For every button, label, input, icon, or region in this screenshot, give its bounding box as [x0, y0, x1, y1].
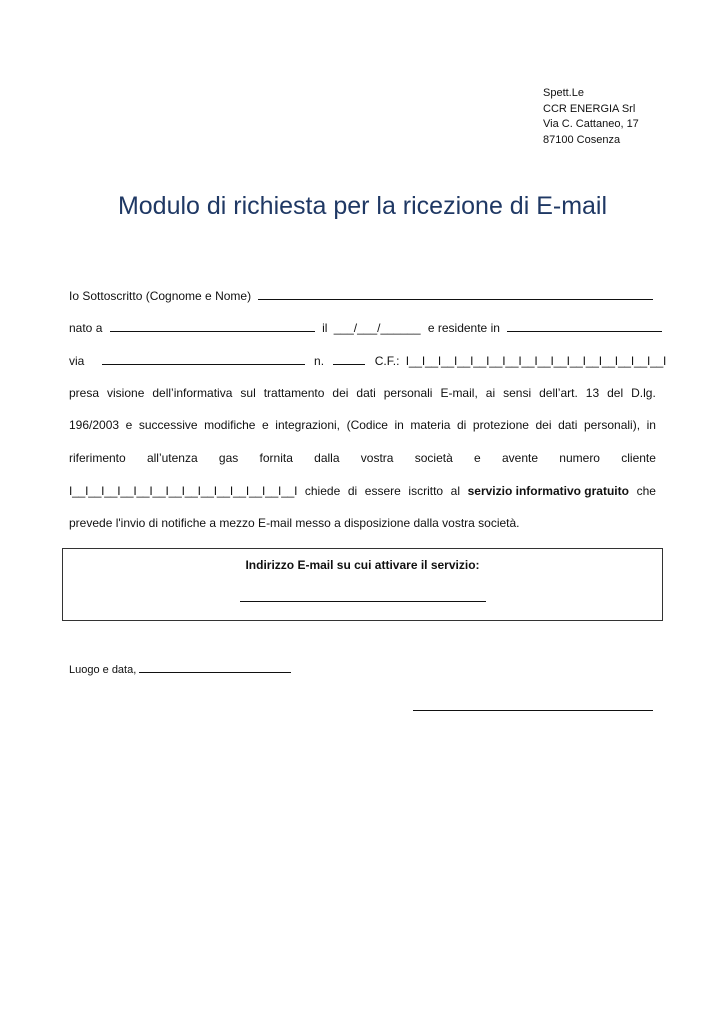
body-line-2-word: protezione	[472, 418, 529, 432]
body-line-2-word: integrazioni,	[275, 418, 341, 432]
body-line-1-word: dell’art.	[539, 386, 578, 400]
body-text-line-2	[69, 418, 656, 432]
email-address-box	[62, 548, 663, 621]
document-title: Modulo di richiesta per la ricezione di E-mail	[117, 192, 608, 220]
body-line-3-word: riferimento	[69, 451, 126, 465]
body-line-2-word: e	[262, 418, 269, 432]
recipient-street: Via C. Cattaneo, 17	[543, 118, 639, 130]
place-date-line	[69, 662, 291, 676]
body-line-3-word: all’utenza	[146, 451, 198, 465]
body-line-3-word: e	[474, 451, 481, 465]
body-line-1-word: ai	[485, 386, 496, 400]
recipient-company: CCR ENERGIA Srl	[543, 102, 636, 115]
body-line-4-word: che	[636, 484, 656, 498]
body-line-1-word: dei	[332, 386, 349, 400]
customer-number-field[interactable]: I__I__I__I__I__I__I__I__I__I__I__I__I__I__I	[69, 484, 298, 498]
body-line-1-word: dell’informativa	[152, 386, 233, 400]
residence-label: e residente in	[427, 321, 500, 335]
body-line-1-word: E-mail,	[440, 386, 478, 400]
street-field[interactable]	[102, 353, 305, 365]
number-label: n.	[314, 354, 325, 368]
date-label: il	[322, 321, 328, 335]
signature-field[interactable]	[413, 710, 653, 711]
body-line-4-word: di	[347, 484, 358, 498]
body-line-2-word: (Codice	[346, 418, 388, 432]
body-line-2-word: e	[125, 418, 133, 432]
body-line-2-word: dati	[558, 418, 578, 432]
service-name: servizio informativo gratuito	[467, 484, 629, 498]
body-text-line-3	[69, 451, 656, 465]
birth-line	[69, 320, 656, 335]
body-line-2-word: dei	[535, 418, 552, 432]
body-line-1-word: sensi	[503, 386, 532, 400]
body-text-line-5: prevede l'invio di notifiche a mezzo E-mail messo a disposizione dalla vostra società.	[69, 516, 520, 530]
email-address-field[interactable]	[240, 601, 486, 602]
body-line-4-word: chiede	[304, 484, 341, 498]
name-field[interactable]	[258, 288, 653, 300]
recipient-city: 87100 Cosenza	[543, 133, 621, 146]
body-line-1-word: 13	[585, 386, 600, 400]
body-line-1-word: personali	[383, 386, 433, 400]
body-line-3-word: società	[414, 451, 453, 465]
body-text-line-4	[69, 484, 656, 498]
body-line-2-word: in	[394, 418, 404, 432]
email-box-title: Indirizzo E-mail su cui attivare il servizio:	[245, 558, 480, 572]
body-line-4-word: essere	[364, 484, 401, 498]
body-line-4-word: al	[450, 484, 461, 498]
body-line-2-word: di	[456, 418, 467, 432]
birthplace-field[interactable]	[110, 320, 315, 332]
name-line	[69, 288, 656, 303]
body-line-2-word: successive	[138, 418, 198, 432]
birthdate-field[interactable]: ___/___/______	[333, 321, 421, 335]
body-line-2-word: materia	[410, 418, 451, 432]
body-line-1-word: trattamento	[263, 386, 325, 400]
street-number-field[interactable]	[333, 353, 365, 365]
body-line-2-word: personali),	[584, 418, 641, 432]
address-line	[69, 353, 667, 368]
born-label: nato a	[69, 321, 103, 335]
body-line-1-word: visione	[107, 386, 145, 400]
body-line-2-word: 196/2003	[69, 418, 120, 432]
body-line-3-word: vostra	[360, 451, 394, 465]
body-line-4-word: iscritto	[408, 484, 444, 498]
tax-code-field[interactable]: I__I__I__I__I__I__I__I__I__I__I__I__I__I__I__I__I	[405, 354, 667, 368]
body-line-3-word: avente	[502, 451, 539, 465]
residence-field[interactable]	[507, 320, 662, 332]
body-text-line-1	[69, 386, 656, 400]
undersigned-label: Io Sottoscritto (Cognome e Nome)	[69, 289, 252, 303]
body-line-3-word: numero	[559, 451, 600, 465]
body-line-2-word: modifiche	[204, 418, 256, 432]
body-line-1-word: dati	[356, 386, 376, 400]
street-label: via	[69, 354, 85, 368]
body-line-1-word: presa	[69, 386, 100, 400]
recipient-address	[543, 86, 639, 148]
tax-code-label: C.F.:	[374, 354, 400, 368]
recipient-salutation: Spett.Le	[543, 87, 584, 99]
body-line-2-word: in	[646, 418, 656, 432]
body-line-3-word: fornita	[259, 451, 293, 465]
body-line-1-word: sul	[240, 386, 256, 400]
body-line-1-word: D.lg.	[631, 386, 656, 400]
body-line-3-word: gas	[218, 451, 239, 465]
body-line-3-word: dalla	[314, 451, 340, 465]
body-line-3-word: cliente	[621, 451, 656, 465]
place-date-field[interactable]	[139, 662, 291, 673]
place-date-label: Luogo e data,	[69, 664, 137, 676]
body-line-1-word: del	[607, 386, 624, 400]
